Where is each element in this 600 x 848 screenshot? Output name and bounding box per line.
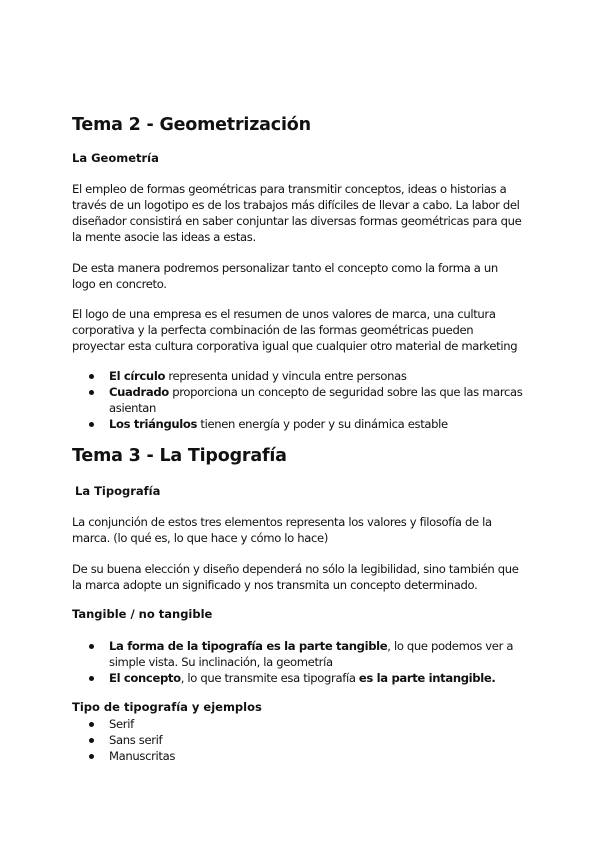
subheading-la-geometria: La Geometría: [72, 151, 159, 165]
list-item: Manuscritas: [109, 749, 176, 763]
list-item-continuation: asientan: [109, 401, 157, 415]
list-item: Cuadrado proporciona un concepto de seguridad sobre las que las marcas: [109, 385, 523, 399]
paragraph-line: De su buena elección y diseño dependerá no sólo la legibilidad, sino también que: [72, 562, 519, 576]
list-item-continuation: simple vista. Su inclinación, la geometría: [109, 655, 333, 669]
bullet-icon: [89, 390, 94, 395]
paragraph-line: la mente asocie las ideas a estas.: [72, 230, 256, 244]
subheading-tangible: Tangible / no tangible: [72, 607, 213, 621]
paragraph-line: logo en concreto.: [72, 277, 167, 291]
list-item: Sans serif: [109, 733, 163, 747]
section-title-tema-3: Tema 3 - La Tipografía: [72, 446, 287, 466]
paragraph-line: corporativa y la perfecta combinación de las formas geométricas pueden: [72, 323, 474, 337]
paragraph-line: la marca adopte un significado y nos transmita un concepto determinado.: [72, 578, 478, 592]
bullet-icon: [89, 754, 94, 759]
list-item: El círculo representa unidad y vincula entre personas: [109, 369, 407, 383]
list-item: Serif: [109, 717, 134, 731]
bullet-icon: [89, 722, 94, 727]
paragraph-line: El empleo de formas geométricas para transmitir conceptos, ideas o historias a: [72, 182, 507, 196]
paragraph-line: De esta manera podremos personalizar tanto el concepto como la forma a un: [72, 261, 498, 275]
paragraph-line: marca. (lo qué es, lo que hace y cómo lo hace): [72, 531, 328, 545]
paragraph-line: proyectar esta cultura corporativa igual que cualquier otro material de marketing: [72, 339, 518, 353]
bullet-icon: [89, 676, 94, 681]
paragraph-line: El logo de una empresa es el resumen de unos valores de marca, una cultura: [72, 307, 496, 321]
bullet-icon: [89, 738, 94, 743]
list-item: Los triángulos tienen energía y poder y su dinámica estable: [109, 417, 448, 431]
subheading-tipos: Tipo de tipografía y ejemplos: [72, 700, 262, 714]
list-item: El concepto, lo que transmite esa tipografía es la parte intangible.: [109, 671, 496, 685]
list-item: La forma de la tipografía es la parte tangible, lo que podemos ver a: [109, 639, 514, 653]
bullet-icon: [89, 422, 94, 427]
paragraph-line: diseñador consistirá en saber conjuntar las diversas formas geométricas para que: [72, 214, 522, 228]
bullet-icon: [89, 644, 94, 649]
bullet-icon: [89, 374, 94, 379]
paragraph-line: través de un logotipo es de los trabajos más difíciles de llevar a cabo. La labor del: [72, 198, 520, 212]
section-title-tema-2: Tema 2 - Geometrización: [72, 115, 311, 135]
subheading-la-tipografia: La Tipografía: [75, 484, 161, 498]
paragraph-line: La conjunción de estos tres elementos representa los valores y filosofía de la: [72, 515, 492, 529]
